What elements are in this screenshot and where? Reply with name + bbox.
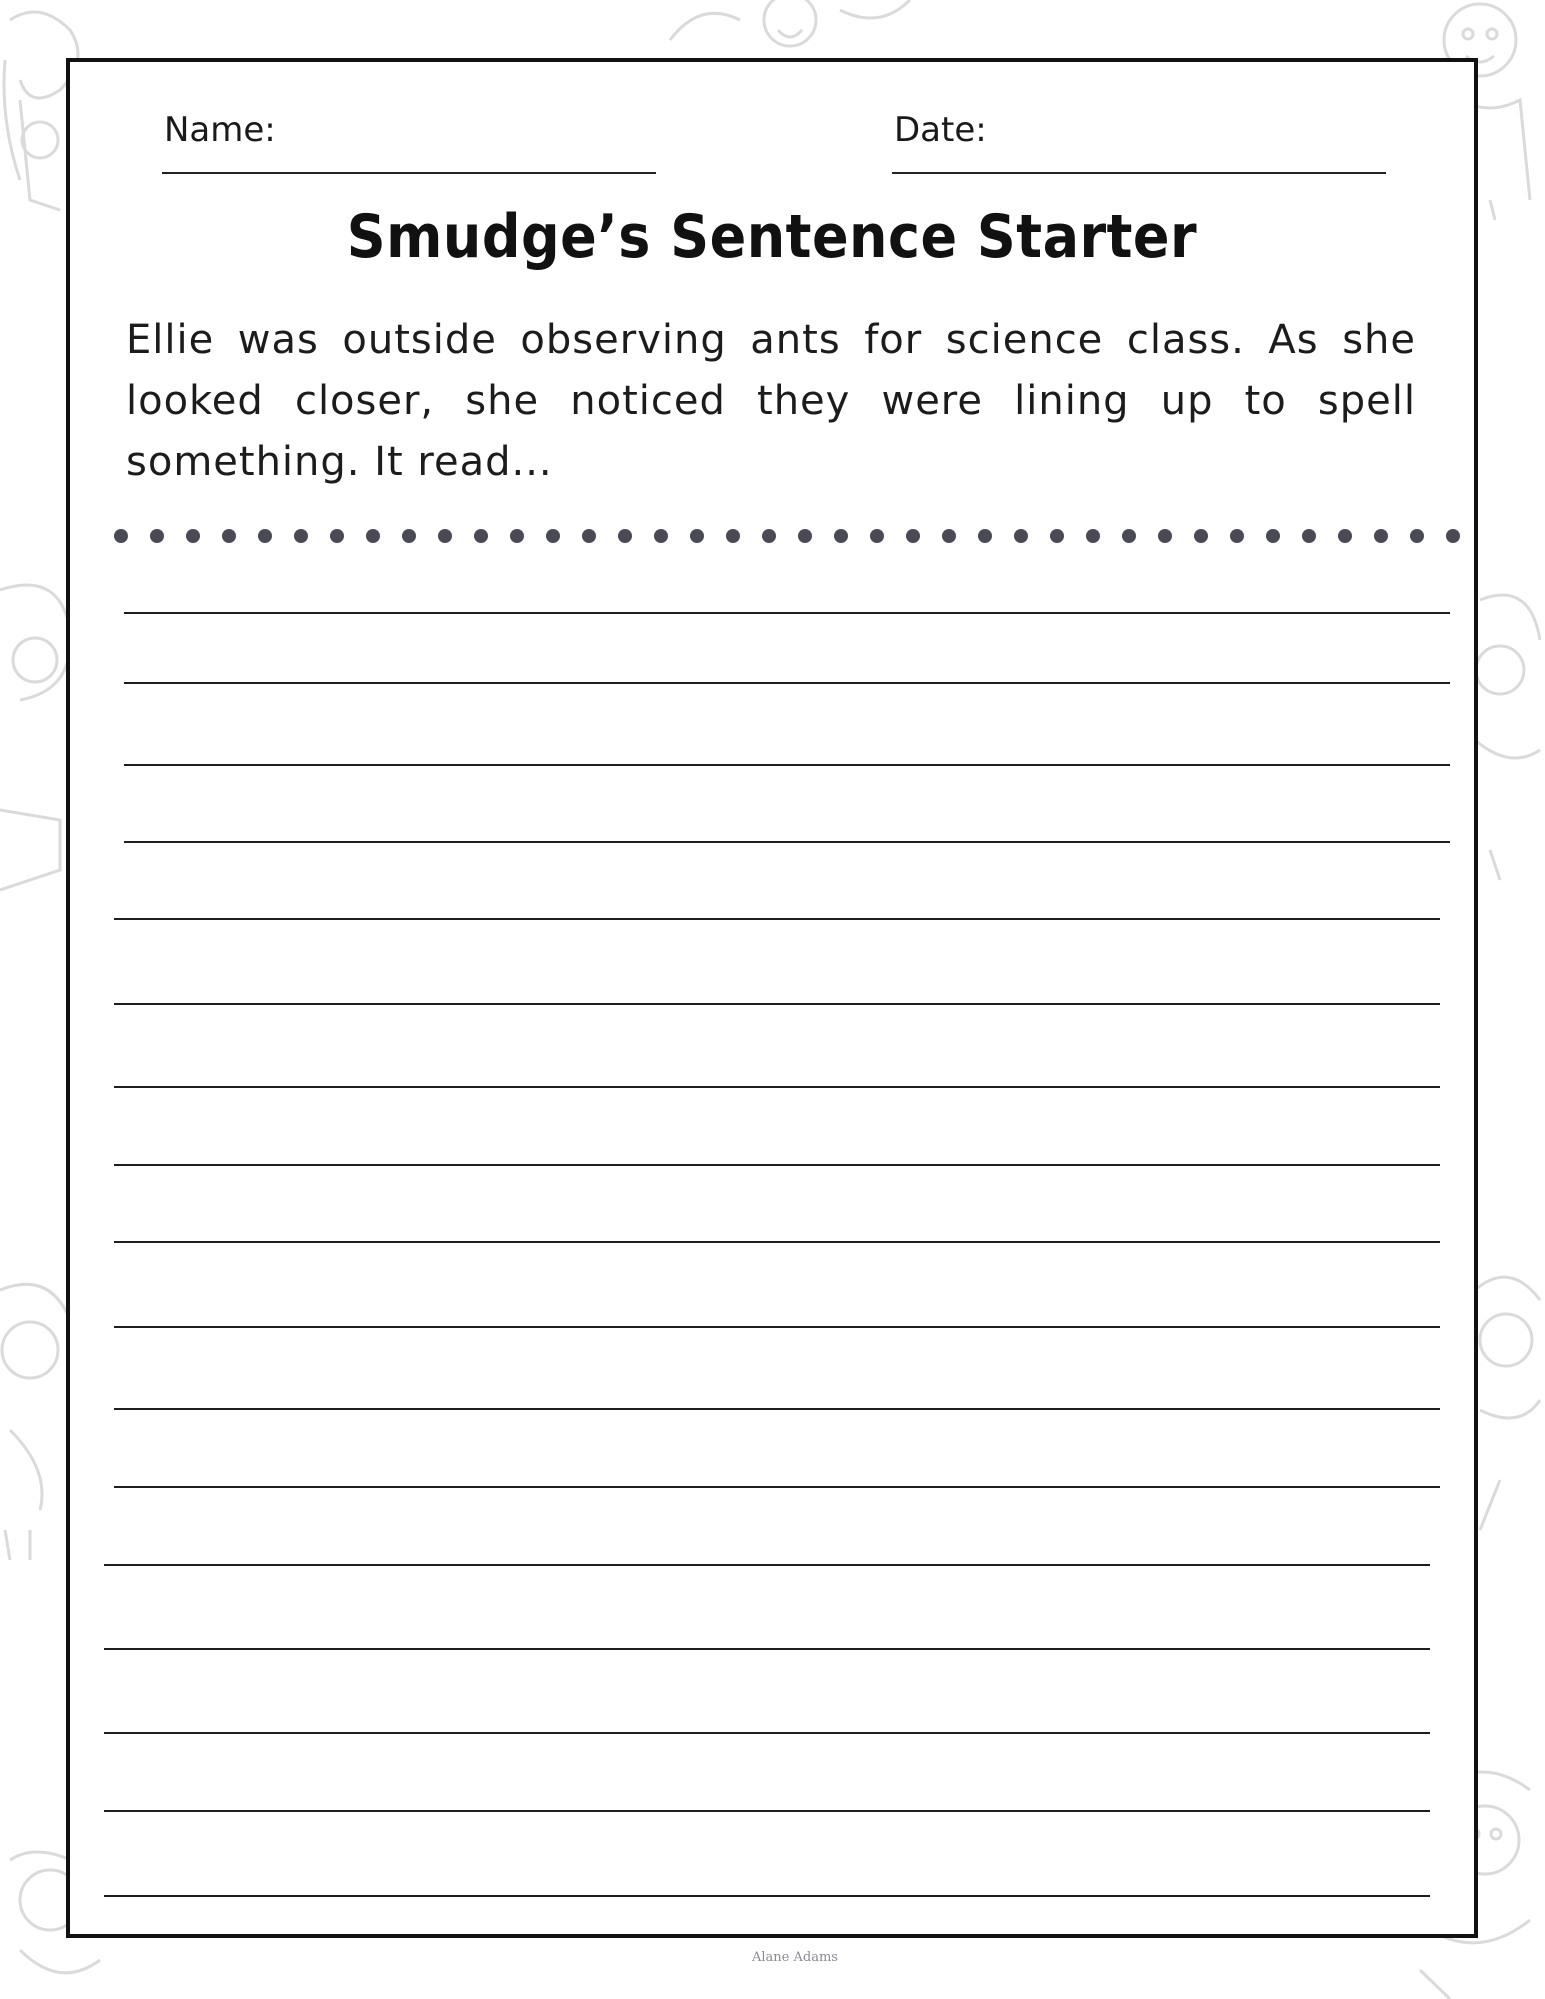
writing-line[interactable] xyxy=(114,1408,1440,1410)
divider-dot xyxy=(762,529,776,543)
page-title: Smudge’s Sentence Starter xyxy=(346,202,1198,272)
name-label: Name: xyxy=(164,110,276,150)
writing-line[interactable] xyxy=(124,612,1450,614)
divider-dot xyxy=(1302,529,1316,543)
divider-dot xyxy=(942,529,956,543)
divider-dot xyxy=(114,529,128,543)
writing-line[interactable] xyxy=(114,1086,1440,1088)
publisher-logo xyxy=(752,1952,838,1964)
divider-dot xyxy=(1194,529,1208,543)
dotted-divider xyxy=(114,526,1460,546)
divider-dot xyxy=(654,529,668,543)
writing-line[interactable] xyxy=(104,1895,1430,1897)
writing-line[interactable] xyxy=(114,1164,1440,1166)
writing-line[interactable] xyxy=(104,1648,1430,1650)
worksheet-frame xyxy=(66,58,1478,1938)
divider-dot xyxy=(1050,529,1064,543)
divider-dot xyxy=(438,529,452,543)
divider-dot xyxy=(834,529,848,543)
writing-line[interactable] xyxy=(124,841,1450,843)
name-underline xyxy=(162,172,656,174)
writing-line[interactable] xyxy=(124,682,1450,684)
divider-dot xyxy=(582,529,596,543)
divider-dot xyxy=(906,529,920,543)
divider-dot xyxy=(1446,529,1460,543)
divider-dot xyxy=(690,529,704,543)
divider-dot xyxy=(1014,529,1028,543)
date-underline xyxy=(892,172,1386,174)
writing-line[interactable] xyxy=(104,1810,1430,1812)
divider-dot xyxy=(294,529,308,543)
divider-dot xyxy=(330,529,344,543)
writing-line[interactable] xyxy=(114,1003,1440,1005)
date-field[interactable] xyxy=(892,110,1386,150)
divider-dot xyxy=(258,529,272,543)
divider-dot xyxy=(402,529,416,543)
character-doodle-right-lower xyxy=(1470,1260,1545,1560)
divider-dot xyxy=(870,529,884,543)
writing-line[interactable] xyxy=(124,764,1450,766)
writing-line[interactable] xyxy=(114,1326,1440,1328)
divider-dot xyxy=(978,529,992,543)
divider-dot xyxy=(222,529,236,543)
divider-dot xyxy=(510,529,524,543)
divider-dot xyxy=(1086,529,1100,543)
divider-dot xyxy=(798,529,812,543)
divider-dot xyxy=(1158,529,1172,543)
character-doodle-top-center xyxy=(660,0,920,60)
writing-line[interactable] xyxy=(114,918,1440,920)
divider-dot xyxy=(474,529,488,543)
writing-line[interactable] xyxy=(114,1486,1440,1488)
writing-line[interactable] xyxy=(104,1564,1430,1566)
divider-dot xyxy=(726,529,740,543)
divider-dot xyxy=(1266,529,1280,543)
character-doodle-right-upper xyxy=(1470,580,1545,900)
divider-dot xyxy=(1122,529,1136,543)
divider-dot xyxy=(1338,529,1352,543)
divider-dot xyxy=(150,529,164,543)
publisher-logo-text: Alane Adams xyxy=(752,1950,838,1965)
divider-dot xyxy=(546,529,560,543)
divider-dot xyxy=(1410,529,1424,543)
writing-prompt: Ellie was outside observing ants for science class. As she looked closer, she noticed they were lining up to spell something. It read... xyxy=(126,317,1416,485)
divider-dot xyxy=(186,529,200,543)
date-label: Date: xyxy=(894,110,987,150)
divider-dot xyxy=(618,529,632,543)
writing-line[interactable] xyxy=(114,1241,1440,1243)
divider-dot xyxy=(366,529,380,543)
writing-line[interactable] xyxy=(104,1732,1430,1734)
divider-dot xyxy=(1230,529,1244,543)
divider-dot xyxy=(1374,529,1388,543)
name-field[interactable] xyxy=(162,110,656,150)
